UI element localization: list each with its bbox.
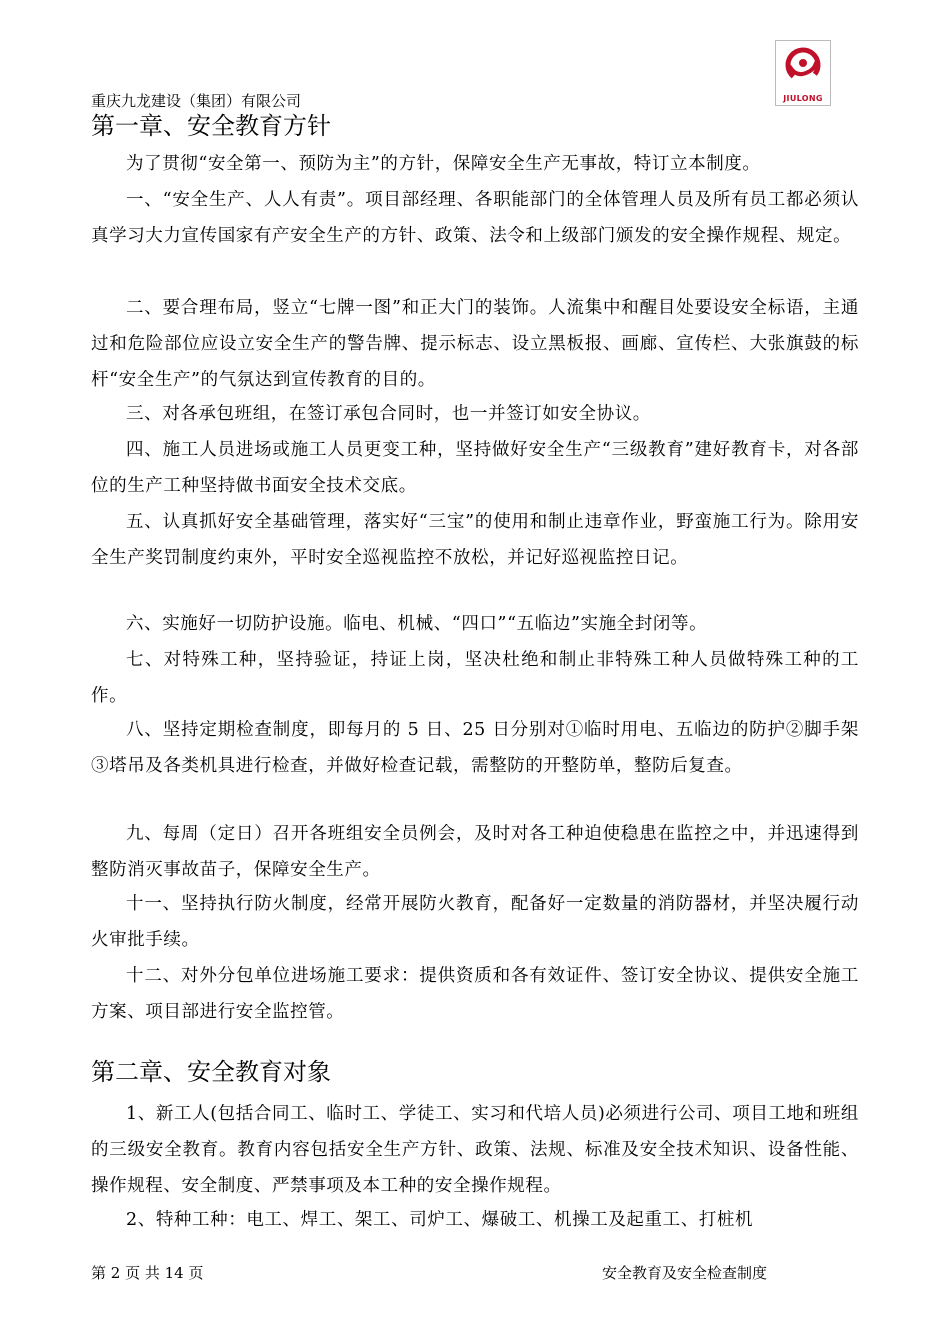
chapter-1-paragraph: 十一、坚持执行防火制度，经常开展防火教育，配备好一定数量的消防器材，并坚决履行动火审批手续。 — [91, 894, 859, 950]
chapter-1-paragraph: 九、每周（定日）召开各班组安全员例会，及时对各工种迫使稳患在监控之中，并迅速得到整防消灭事故苗子，保障安全生产。 — [91, 824, 859, 880]
chapter-1-paragraph: 五、认真抓好安全基础管理，落实好“三宝”的使用和制止违章作业，野蛮施工行为。除用安全生产奖罚制度约束外，平时安全巡视监控不放松，并记好巡视监控日记。 — [91, 512, 859, 568]
dragon-logo-icon — [776, 41, 830, 91]
chapter-1-paragraph: 为了贯彻“安全第一、预防为主”的方针，保障安全生产无事故，特订立本制度。 — [126, 154, 761, 174]
chapter-1-paragraph: 六、实施好一切防护设施。临电、机械、“四口”“五临边”实施全封闭等。 — [126, 614, 708, 634]
chapter-1-paragraph: 四、施工人员进场或施工人员更变工种，坚持做好安全生产“三级教育”建好教育卡，对各部位的生产工种坚持做书面安全技术交底。 — [91, 440, 859, 496]
chapter-2-paragraph: 1、新工人(包括合同工、临时工、学徒工、实习和代培人员)必须进行公司、项目工地和班组的三级安全教育。教育内容包括安全生产方针、政策、法规、标准及安全技术知识、设备性能、操作规程、安全制度、严禁事项及本工种的安全操作规程。 — [91, 1104, 859, 1196]
chapter-2-paragraph: 2、特种工种：电工、焊工、架工、司炉工、爆破工、机操工及起重工、打桩机 — [126, 1210, 754, 1230]
chapter-1-paragraph: 三、对各承包班组，在签订承包合同时，也一并签订如安全协议。 — [126, 404, 651, 424]
chapter-1-title: 第一章、安全教育方针 — [91, 112, 331, 140]
chapter-1-paragraph: 二、要合理布局，竖立“七牌一图”和正大门的装饰。人流集中和醒目处要设安全标语，主通过和危险部位应设立安全生产的警告牌、提示标志、设立黑板报、画廊、宣传栏、大张旗鼓的标杆“安全生产”的气氛达到宣传教育的目的。 — [91, 298, 859, 390]
chapter-1-paragraph: 十二、对外分包单位进场施工要求：提供资质和各有效证件、签订安全协议、提供安全施工方案、项目部进行安全监控管。 — [91, 966, 859, 1022]
logo-label: JIULONG — [783, 94, 823, 103]
chapter-2-title: 第二章、安全教育对象 — [91, 1058, 331, 1086]
page-number: 第 2 页 共 14 页 — [91, 1264, 204, 1282]
company-logo — [775, 40, 831, 106]
chapter-1-paragraph: 八、坚持定期检查制度，即每月的 5 日、25 日分别对①临时用电、五临边的防护②脚手架③塔吊及各类机具进行检查，并做好检查记载，需整防的开整防单，整防后复查。 — [91, 720, 859, 776]
document-title: 安全教育及安全检查制度 — [602, 1264, 768, 1282]
chapter-1-paragraph: 一、“安全生产、人人有责”。项目部经理、各职能部门的全体管理人员及所有员工都必须认真学习大力宣传国家有产安全生产的方针、政策、法令和上级部门颁发的安全操作规程、规定。 — [91, 190, 859, 246]
chapter-1-paragraph: 七、对特殊工种，坚持验证，持证上岗，坚决杜绝和制止非特殊工种人员做特殊工种的工作。 — [91, 650, 859, 706]
company-name: 重庆九龙建设（集团）有限公司 — [91, 92, 302, 110]
